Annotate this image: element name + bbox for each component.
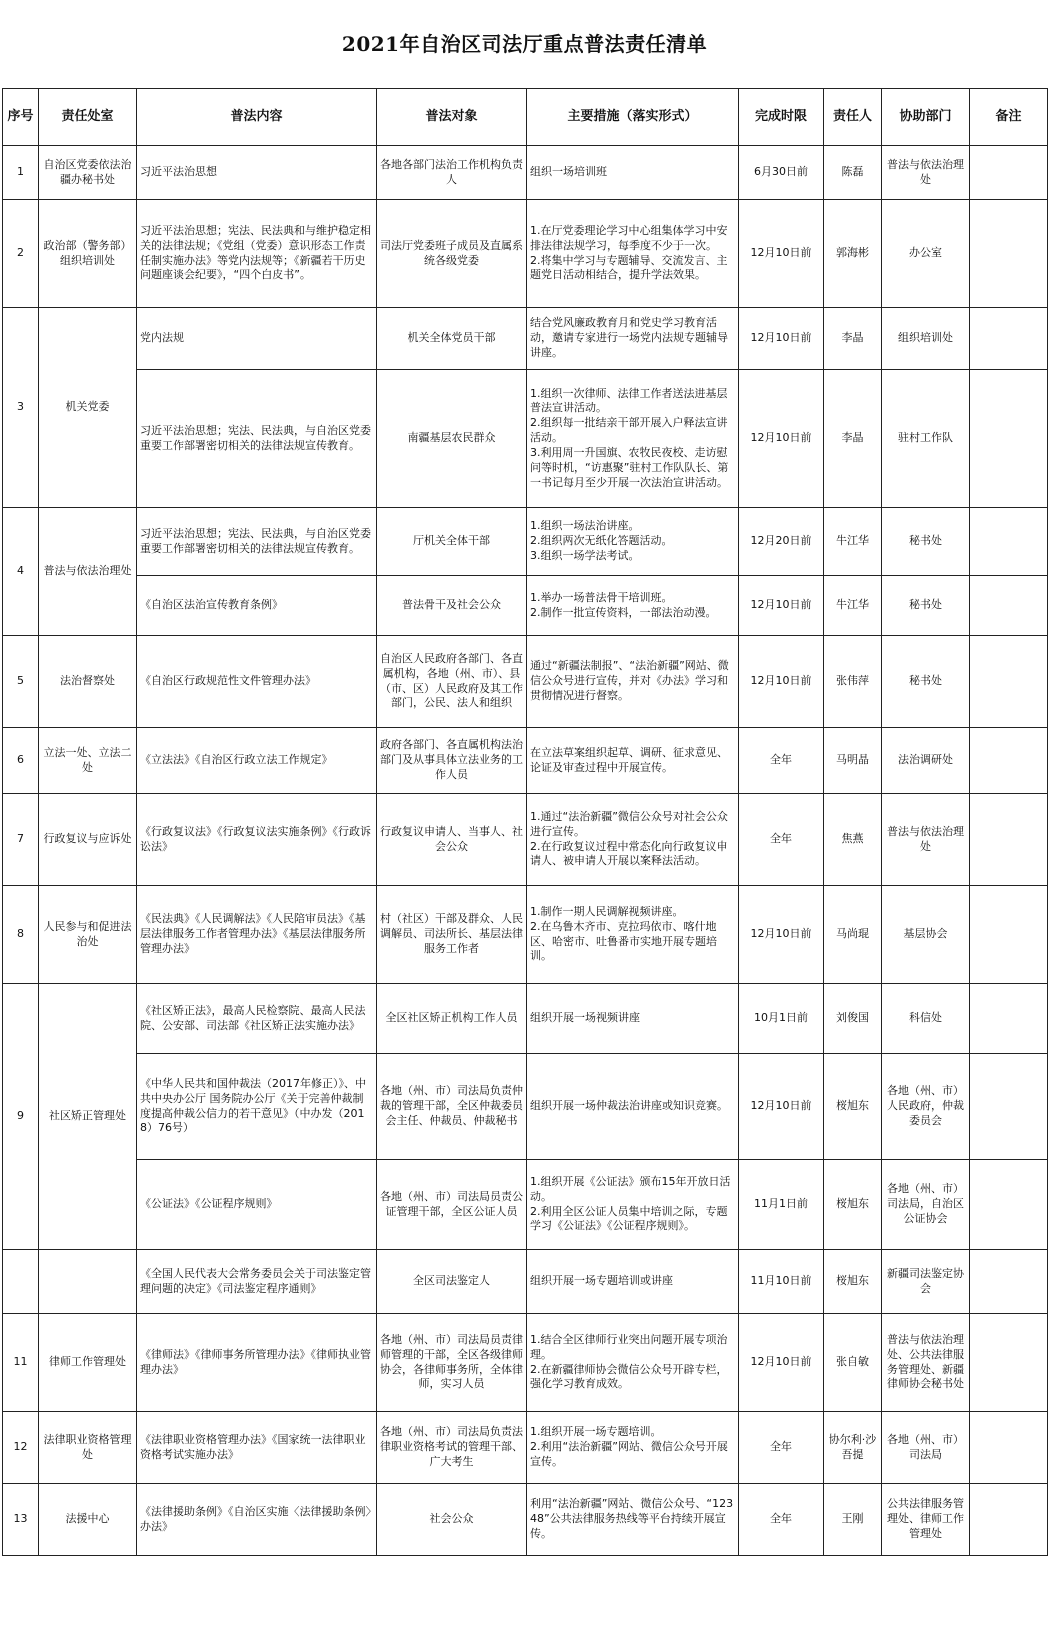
cell-note xyxy=(970,1412,1048,1484)
cell-measures: 组织开展一场仲裁法治讲座或知识竞赛。 xyxy=(527,1054,739,1160)
cell-note xyxy=(970,1054,1048,1160)
cell-note xyxy=(970,1484,1048,1556)
cell-dept: 法援中心 xyxy=(39,1484,137,1556)
cell-content: 《法律援助条例》《自治区实施〈法律援助条例〉办法》 xyxy=(137,1484,377,1556)
cell-content: 《自治区行政规范性文件管理办法》 xyxy=(137,636,377,728)
cell-target: 厅机关全体干部 xyxy=(377,508,527,576)
cell-no: 2 xyxy=(3,200,39,308)
cell-measures: 在立法草案组织起草、调研、征求意见、论证及审查过程中开展宣传。 xyxy=(527,728,739,794)
cell-target: 普法骨干及社会公众 xyxy=(377,576,527,636)
header-assist: 协助部门 xyxy=(882,89,970,146)
cell-measures: 1.组织开展《公证法》颁布15年开放日活动。 2.利用全区公证人员集中培训之际，专题学习《公证法》《公证程序规则》。 xyxy=(527,1160,739,1250)
cell-deadline: 12月10日前 xyxy=(739,370,824,508)
cell-person: 陈磊 xyxy=(824,146,882,200)
cell-person: 王刚 xyxy=(824,1484,882,1556)
cell-no: 8 xyxy=(3,886,39,984)
cell-assist: 普法与依法治理处、公共法律服务管理处、新疆律师协会秘书处 xyxy=(882,1314,970,1412)
cell-dept: 法治督察处 xyxy=(39,636,137,728)
cell-person: 焦燕 xyxy=(824,794,882,886)
header-person: 责任人 xyxy=(824,89,882,146)
cell-content: 《中华人民共和国仲裁法（2017年修正）》、中共中央办公厅 国务院办公厅《关于完善仲裁制度提高仲裁公信力的若干意见》（中办发（2018）76号） xyxy=(137,1054,377,1160)
cell-no: 3 xyxy=(3,308,39,508)
cell-no: 1 xyxy=(3,146,39,200)
cell-note xyxy=(970,984,1048,1054)
cell-note xyxy=(970,886,1048,984)
cell-assist: 秘书处 xyxy=(882,636,970,728)
cell-dept: 自治区党委依法治疆办秘书处 xyxy=(39,146,137,200)
cell-person: 郭海彬 xyxy=(824,200,882,308)
cell-assist: 基层协会 xyxy=(882,886,970,984)
header-dept: 责任处室 xyxy=(39,89,137,146)
cell-dept: 行政复议与应诉处 xyxy=(39,794,137,886)
cell-measures: 组织一场培训班 xyxy=(527,146,739,200)
cell-content: 《自治区法治宣传教育条例》 xyxy=(137,576,377,636)
cell-assist: 驻村工作队 xyxy=(882,370,970,508)
cell-assist: 秘书处 xyxy=(882,508,970,576)
cell-assist: 普法与依法治理处 xyxy=(882,794,970,886)
header-no: 序号 xyxy=(3,89,39,146)
table-row xyxy=(3,1054,1048,1160)
cell-measures: 利用“法治新疆”网站、微信公众号、“12348”公共法律服务热线等平台持续开展宣传。 xyxy=(527,1484,739,1556)
table-row xyxy=(3,508,1048,576)
cell-dept xyxy=(39,1250,137,1314)
cell-person: 牛江华 xyxy=(824,576,882,636)
cell-measures: 1.组织一场法治讲座。 2.组织两次无纸化答题活动。 3.组织一场学法考试。 xyxy=(527,508,739,576)
cell-deadline: 全年 xyxy=(739,794,824,886)
cell-measures: 组织开展一场视频讲座 xyxy=(527,984,739,1054)
cell-dept: 法律职业资格管理处 xyxy=(39,1412,137,1484)
cell-note xyxy=(970,200,1048,308)
cell-target: 各地（州、市）司法局员责律师管理的干部，全区各级律师协会，各律师事务所，全体律师，实习人员 xyxy=(377,1314,527,1412)
cell-note xyxy=(970,308,1048,370)
table-row xyxy=(3,308,1048,370)
cell-assist: 各地（州、市）司法局，自治区公证协会 xyxy=(882,1160,970,1250)
header-content: 普法内容 xyxy=(137,89,377,146)
cell-no: 12 xyxy=(3,1412,39,1484)
cell-measures: 组织开展一场专题培训或讲座 xyxy=(527,1250,739,1314)
cell-dept: 人民参与和促进法治处 xyxy=(39,886,137,984)
cell-target: 各地（州、市）司法局负责仲裁的管理干部，全区仲裁委员会主任、仲裁员、仲裁秘书 xyxy=(377,1054,527,1160)
cell-no: 9 xyxy=(3,984,39,1250)
cell-content: 《全国人民代表大会常务委员会关于司法鉴定管理问题的决定》《司法鉴定程序通则》 xyxy=(137,1250,377,1314)
cell-content: 党内法规 xyxy=(137,308,377,370)
table-row xyxy=(3,370,1048,508)
cell-deadline: 11月1日前 xyxy=(739,1160,824,1250)
cell-content: 《行政复议法》《行政复议法实施条例》《行政诉讼法》 xyxy=(137,794,377,886)
table-row xyxy=(3,1160,1048,1250)
table-row xyxy=(3,1314,1048,1412)
cell-target: 政府各部门、各直属机构法治部门及从事具体立法业务的工作人员 xyxy=(377,728,527,794)
cell-measures: 通过“新疆法制报”、“法治新疆”网站、微信公众号进行宣传，并对《办法》学习和贯彻情况进行督察。 xyxy=(527,636,739,728)
cell-assist: 新疆司法鉴定协会 xyxy=(882,1250,970,1314)
header-target: 普法对象 xyxy=(377,89,527,146)
cell-assist: 各地（州、市）人民政府，仲裁委员会 xyxy=(882,1054,970,1160)
cell-assist: 法治调研处 xyxy=(882,728,970,794)
cell-target: 各地（州、市）司法局负责法律职业资格考试的管理干部、广大考生 xyxy=(377,1412,527,1484)
cell-measures: 1.通过“法治新疆”微信公众号对社会公众进行宣传。 2.在行政复议过程中常态化向行政复议申请人、被申请人开展以案释法活动。 xyxy=(527,794,739,886)
table-row xyxy=(3,794,1048,886)
cell-note xyxy=(970,508,1048,576)
cell-person: 牛江华 xyxy=(824,508,882,576)
cell-deadline: 12月10日前 xyxy=(739,1314,824,1412)
cell-no xyxy=(3,1250,39,1314)
cell-target: 全区社区矫正机构工作人员 xyxy=(377,984,527,1054)
cell-deadline: 11月10日前 xyxy=(739,1250,824,1314)
cell-no: 6 xyxy=(3,728,39,794)
cell-person: 桜旭东 xyxy=(824,1160,882,1250)
cell-note xyxy=(970,1160,1048,1250)
cell-dept: 律师工作管理处 xyxy=(39,1314,137,1412)
cell-content: 《律师法》《律师事务所管理办法》《律师执业管理办法》 xyxy=(137,1314,377,1412)
table-row xyxy=(3,1484,1048,1556)
table-row xyxy=(3,576,1048,636)
table-row xyxy=(3,636,1048,728)
cell-no: 5 xyxy=(3,636,39,728)
cell-note xyxy=(970,636,1048,728)
cell-deadline: 12月10日前 xyxy=(739,200,824,308)
cell-assist: 公共法律服务管理处、律师工作管理处 xyxy=(882,1484,970,1556)
cell-target: 各地（州、市）司法局员责公证管理干部，全区公证人员 xyxy=(377,1160,527,1250)
cell-deadline: 12月10日前 xyxy=(739,1054,824,1160)
cell-dept: 立法一处、立法二处 xyxy=(39,728,137,794)
cell-content: 《法律职业资格管理办法》《国家统一法律职业资格考试实施办法》 xyxy=(137,1412,377,1484)
header-row xyxy=(3,89,1048,146)
cell-content: 《立法法》《自治区行政立法工作规定》 xyxy=(137,728,377,794)
table-row xyxy=(3,200,1048,308)
header-note: 备注 xyxy=(970,89,1048,146)
cell-target: 司法厅党委班子成员及直属系统各级党委 xyxy=(377,200,527,308)
cell-deadline: 12月10日前 xyxy=(739,886,824,984)
cell-no: 4 xyxy=(3,508,39,636)
cell-note xyxy=(970,1314,1048,1412)
cell-note xyxy=(970,1250,1048,1314)
cell-content: 习近平法治思想；宪法、民法典和与维护稳定相关的法律法规；《党组（党委）意识形态工作责任制实施办法》等党内法规等；《新疆若干历史问题座谈会纪要》，“四个白皮书”。 xyxy=(137,200,377,308)
page-title: 2021年自治区司法厅重点普法责任清单 xyxy=(341,32,708,56)
cell-target: 村（社区）干部及群众、人民调解员、司法所长、基层法律服务工作者 xyxy=(377,886,527,984)
cell-deadline: 12月10日前 xyxy=(739,636,824,728)
cell-content: 《民法典》《人民调解法》《人民陪审员法》《基层法律服务工作者管理办法》《基层法律服务所管理办法》 xyxy=(137,886,377,984)
cell-assist: 科信处 xyxy=(882,984,970,1054)
cell-content: 《公证法》《公证程序规则》 xyxy=(137,1160,377,1250)
cell-assist: 办公室 xyxy=(882,200,970,308)
cell-no: 13 xyxy=(3,1484,39,1556)
cell-dept: 政治部（警务部）组织培训处 xyxy=(39,200,137,308)
cell-note xyxy=(970,146,1048,200)
table-row xyxy=(3,146,1048,200)
table-row xyxy=(3,1250,1048,1314)
cell-person: 李晶 xyxy=(824,370,882,508)
cell-person: 协尔利·沙吾提 xyxy=(824,1412,882,1484)
cell-deadline: 6月30日前 xyxy=(739,146,824,200)
cell-no: 7 xyxy=(3,794,39,886)
table-row xyxy=(3,886,1048,984)
responsibility-table xyxy=(2,88,1048,1556)
cell-person: 桜旭东 xyxy=(824,1250,882,1314)
cell-person: 马明晶 xyxy=(824,728,882,794)
cell-person: 马尚琨 xyxy=(824,886,882,984)
cell-person: 刘俊国 xyxy=(824,984,882,1054)
cell-content: 习近平法治思想；宪法、民法典，与自治区党委重要工作部署密切相关的法律法规宣传教育。 xyxy=(137,370,377,508)
cell-person: 张伟萍 xyxy=(824,636,882,728)
cell-person: 张自敏 xyxy=(824,1314,882,1412)
cell-deadline: 12月10日前 xyxy=(739,308,824,370)
cell-target: 自治区人民政府各部门、各直属机构，各地（州、市）、县（市、区）人民政府及其工作部门，公民、法人和组织 xyxy=(377,636,527,728)
cell-content: 习近平法治思想 xyxy=(137,146,377,200)
cell-measures: 1.在厅党委理论学习中心组集体学习中安排法律法规学习，每季度不少于一次。 2.将集中学习与专题辅导、交流发言、主题党日活动相结合，提升学法效果。 xyxy=(527,200,739,308)
cell-dept: 社区矫正管理处 xyxy=(39,984,137,1250)
cell-note xyxy=(970,794,1048,886)
cell-deadline: 12月10日前 xyxy=(739,576,824,636)
cell-deadline: 全年 xyxy=(739,1412,824,1484)
cell-deadline: 全年 xyxy=(739,1484,824,1556)
cell-dept: 普法与依法治理处 xyxy=(39,508,137,636)
table-row xyxy=(3,728,1048,794)
header-measures: 主要措施（落实形式） xyxy=(527,89,739,146)
cell-measures: 1.举办一场普法骨干培训班。 2.制作一批宣传资料，一部法治动漫。 xyxy=(527,576,739,636)
cell-measures: 结合党风廉政教育月和党史学习教育活动，邀请专家进行一场党内法规专题辅导讲座。 xyxy=(527,308,739,370)
cell-measures: 1.制作一期人民调解视频讲座。 2.在乌鲁木齐市、克拉玛依市、喀什地区、哈密市、吐鲁番市实地开展专题培训。 xyxy=(527,886,739,984)
cell-target: 南疆基层农民群众 xyxy=(377,370,527,508)
cell-deadline: 全年 xyxy=(739,728,824,794)
header-deadline: 完成时限 xyxy=(739,89,824,146)
cell-person: 桜旭东 xyxy=(824,1054,882,1160)
cell-target: 社会公众 xyxy=(377,1484,527,1556)
cell-target: 全区司法鉴定人 xyxy=(377,1250,527,1314)
cell-measures: 1.结合全区律师行业突出问题开展专项治理。 2.在新疆律师协会微信公众号开辟专栏，强化学习教育成效。 xyxy=(527,1314,739,1412)
cell-person: 李晶 xyxy=(824,308,882,370)
cell-dept: 机关党委 xyxy=(39,308,137,508)
cell-note xyxy=(970,370,1048,508)
cell-no: 11 xyxy=(3,1314,39,1412)
cell-deadline: 12月20日前 xyxy=(739,508,824,576)
cell-note xyxy=(970,576,1048,636)
cell-content: 习近平法治思想；宪法、民法典，与自治区党委重要工作部署密切相关的法律法规宣传教育。 xyxy=(137,508,377,576)
cell-target: 各地各部门法治工作机构负责人 xyxy=(377,146,527,200)
cell-assist: 普法与依法治理处 xyxy=(882,146,970,200)
cell-measures: 1.组织一次律师、法律工作者送法进基层普法宣讲活动。 2.组织每一批结亲干部开展入户释法宣讲活动。 3.利用周一升国旗、农牧民夜校、走访慰问等时机，“访惠聚”驻村工作队队长、第一书记每月至少开展一次法治宣讲活动。 xyxy=(527,370,739,508)
cell-assist: 秘书处 xyxy=(882,576,970,636)
cell-note xyxy=(970,728,1048,794)
table-row xyxy=(3,1412,1048,1484)
table-row xyxy=(3,984,1048,1054)
cell-target: 机关全体党员干部 xyxy=(377,308,527,370)
cell-measures: 1.组织开展一场专题培训。 2.利用“法治新疆”网站、微信公众号开展宣传。 xyxy=(527,1412,739,1484)
cell-assist: 各地（州、市）司法局 xyxy=(882,1412,970,1484)
cell-target: 行政复议申请人、当事人、社会公众 xyxy=(377,794,527,886)
cell-content: 《社区矫正法》，最高人民检察院、最高人民法院、公安部、司法部《社区矫正法实施办法》 xyxy=(137,984,377,1054)
cell-assist: 组织培训处 xyxy=(882,308,970,370)
cell-deadline: 10月1日前 xyxy=(739,984,824,1054)
